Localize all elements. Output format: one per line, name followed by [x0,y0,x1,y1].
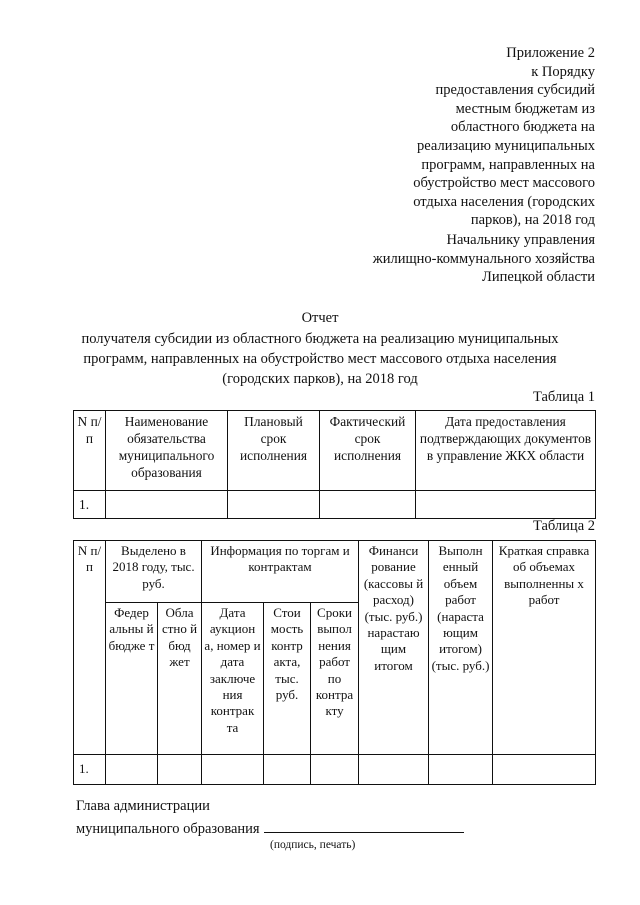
table2-cell [359,755,429,785]
table1-cell [228,491,320,519]
signatory-title: Глава администрации [76,798,210,814]
appendix-header [413,44,595,230]
appendix-line: местным бюджетам из [455,100,595,117]
appendix-line: парков), на 2018 год [470,212,595,229]
table2-cell [264,755,311,785]
report-subtitle [0,329,640,389]
table2-header-cell: Краткая справка об объемах выполненны х работ [493,541,596,755]
table-row [74,755,596,785]
appendix-line: областного бюджета на [450,119,595,136]
table2-cell [202,755,264,785]
table2-header-cell: N п/п [74,541,106,755]
appendix-line: отдыха населения (городских [413,193,595,210]
addressee-line: Липецкой области [482,269,595,286]
table2-header-cell: Информация по торгам и контрактам [202,541,359,603]
table1-header-cell: Плановый срок исполнения [228,411,320,491]
table1-header-cell: Фактический срок исполнения [320,411,416,491]
appendix-line: обустройство мест массового [413,175,595,192]
table2-header-cell: Выполн енный объем работ (нараста ющим итогом) (тыс. руб.) [429,541,493,755]
table2 [73,540,596,785]
subtitle-line: программ, направленных на обустройство мест массового отдыха населения [83,351,557,367]
appendix-line: к Порядку [531,63,595,80]
table1-header-cell: Наименование обязательства муниципального образования [106,411,228,491]
report-title: Отчет [301,310,339,326]
table1-caption: Таблица 1 [532,389,595,405]
signature-field[interactable] [264,818,464,833]
addressee-line: жилищно-коммунального хозяйства [372,250,595,267]
table1 [73,410,596,519]
signatory-line [76,818,464,839]
subtitle-line: (городских парков), на 2018 год [222,371,418,387]
appendix-line: Приложение 2 [506,45,595,61]
table2-cell [493,755,596,785]
table1-cell [416,491,596,519]
table2-header-cell: Сроки выпол нения работ по контра кту [311,603,359,755]
table1-cell [106,491,228,519]
table1-header-row [74,411,596,491]
subtitle-line: получателя субсидии из областного бюджета на реализацию муниципальных [81,331,559,347]
table2-header-cell: Обла стно й бюд жет [158,603,202,755]
table2-header-cell: Финанси рование (кассовы й расход) (тыс. руб.) нарастаю щим итогом [359,541,429,755]
table2-header-row [74,541,596,603]
table2-header-cell: Дата аукцион а, номер и дата заключе ния контрак та [202,603,264,755]
table2-cell [429,755,493,785]
addressee-line: Начальнику управления [446,232,595,248]
table-row [74,491,596,519]
table1-header-cell: Дата предоставления подтверждающих документов в управление ЖКХ области [416,411,596,491]
signatory-org: муниципального образования [76,821,260,837]
table2-cell [311,755,359,785]
table1-cell [320,491,416,519]
table2-header-cell: Стои мость контр акта, тыс. руб. [264,603,311,755]
table2-cell [106,755,158,785]
table2-cell [158,755,202,785]
appendix-line: предоставления субсидий [435,82,595,99]
table2-cell: 1. [74,755,106,785]
table2-header-cell: Выделено в 2018 году, тыс. руб. [106,541,202,603]
appendix-line: реализацию муниципальных [417,137,595,154]
table1-header-cell: N п/п [74,411,106,491]
appendix-line: программ, направленных на [421,156,595,173]
signature-caption: (подпись, печать) [270,839,356,851]
table2-header-cell: Федер альны й бюдже т [106,603,158,755]
table2-caption: Таблица 2 [532,518,595,534]
addressee-block [373,231,595,287]
table1-cell: 1. [74,491,106,519]
